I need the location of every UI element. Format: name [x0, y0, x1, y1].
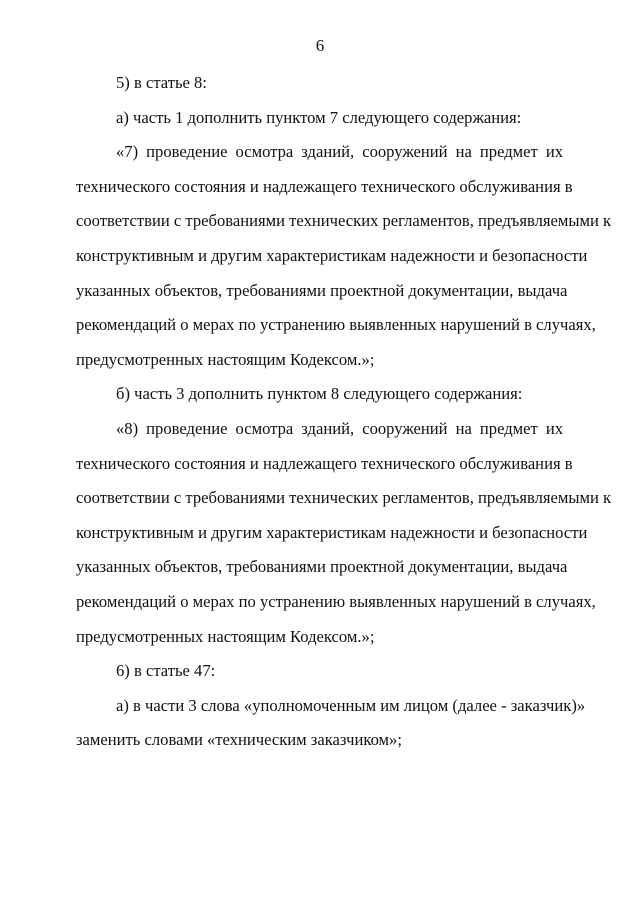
text-line: 5) в статье 8: — [116, 73, 207, 92]
paragraph-part-3-words — [76, 689, 586, 758]
paragraph-part-1 — [76, 101, 563, 136]
text-line: «8) проведение осмотра зданий, сооружений на предмет их — [116, 418, 563, 438]
text-line: «7) проведение осмотра зданий, сооружений на предмет их — [116, 142, 563, 162]
text-line: 6) в статье 47: — [116, 661, 216, 681]
paragraph-item-8 — [76, 412, 612, 654]
text-line: рекомендаций о мерах по устранению выявленных нарушений в случаях, — [76, 315, 596, 335]
page-number: 6 — [315, 36, 325, 55]
document-body — [76, 66, 612, 758]
paragraph-article-8 — [76, 66, 563, 101]
paragraph-part-3 — [76, 377, 563, 412]
text-line: а) в части 3 слова «уполномоченным им лицом (далее - заказчик)» — [116, 695, 586, 715]
text-line: указанных объектов, требованиями проектной документации, выдача — [76, 557, 568, 577]
text-line: а) часть 1 дополнить пунктом 7 следующего содержания: — [116, 107, 522, 127]
text-line: технического состояния и надлежащего технического обслуживания в — [76, 176, 573, 196]
text-line: рекомендаций о мерах по устранению выявленных нарушений в случаях, — [76, 591, 596, 611]
text-line: б) часть 3 дополнить пунктом 8 следующего содержания: — [116, 384, 523, 404]
text-line: предусмотренных настоящим Кодексом.»; — [76, 349, 375, 369]
text-line: соответствии с требованиями технических регламентов, предъявляемыми к — [76, 488, 612, 508]
text-line: указанных объектов, требованиями проектной документации, выдача — [76, 280, 568, 300]
text-line: соответствии с требованиями технических регламентов, предъявляемыми к — [76, 211, 612, 231]
text-line: технического состояния и надлежащего технического обслуживания в — [76, 453, 573, 473]
text-line: предусмотренных настоящим Кодексом.»; — [76, 626, 375, 646]
paragraph-item-7 — [76, 135, 612, 377]
text-line: конструктивным и другим характеристикам надежности и безопасности — [76, 522, 588, 542]
paragraph-article-47 — [76, 654, 563, 689]
text-line: заменить словами «техническим заказчиком»; — [76, 730, 402, 750]
text-line: конструктивным и другим характеристикам надежности и безопасности — [76, 245, 588, 265]
